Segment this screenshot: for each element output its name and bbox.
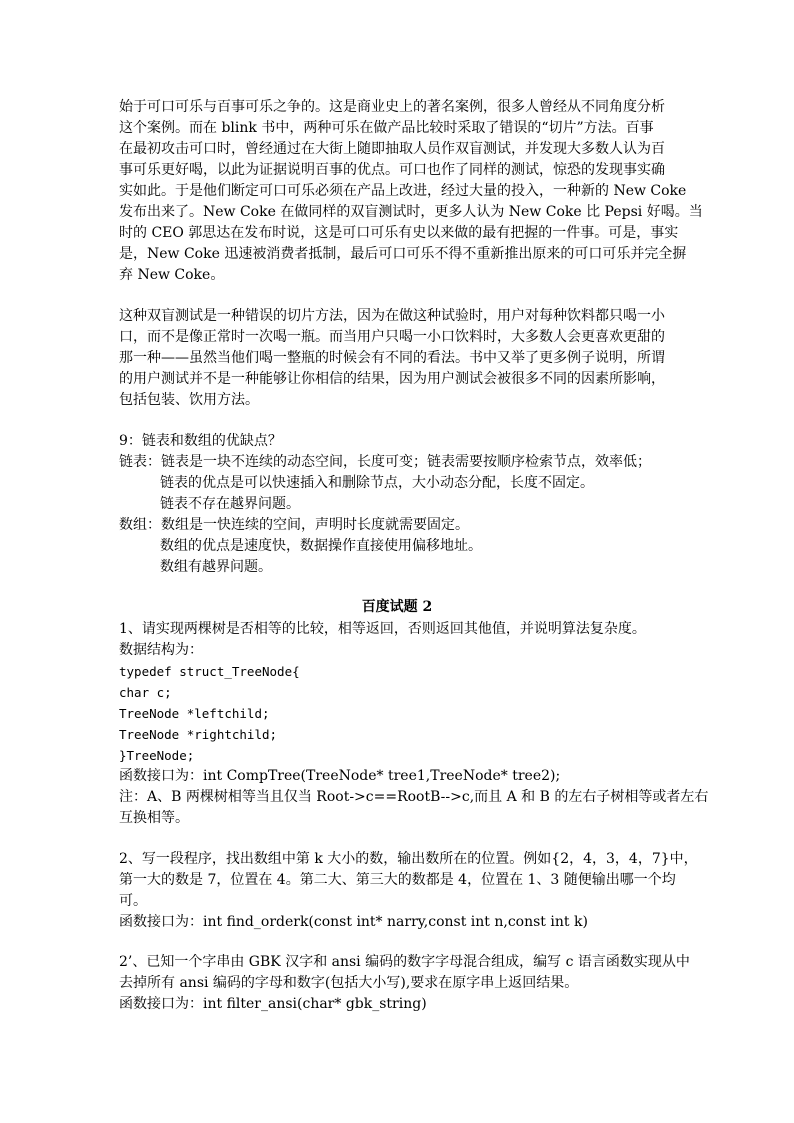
list-definition-line: 链表不存在越界问题。 <box>160 496 300 512</box>
paragraph-line: 弃 New Coke。 <box>119 267 225 283</box>
code-line: TreeNode *rightchild; <box>119 727 278 742</box>
question-line: 2’、已知一个字串由 GBK 汉字和 ansi 编码的数字字母混合组成，编写 c 语言函数实现从中 <box>119 954 690 970</box>
code-line: char c; <box>119 685 172 700</box>
array-definition-line: 数组的优点是速度快，数据操作直接使用偏移地址。 <box>160 538 482 554</box>
function-interface: 函数接口为：int filter_ansi(char* gbk_string) <box>119 996 427 1012</box>
function-interface: 函数接口为：int find_orderk(const int* narry,const int n,const int k) <box>119 914 588 930</box>
question-line: 1、请实现两棵树是否相等的比较，相等返回，否则返回其他值，并说明算法复杂度。 <box>119 621 646 637</box>
question-line: 数据结构为： <box>119 642 203 658</box>
paragraph-line: 事可乐更好喝，以此为证据说明百事的优点。可口也作了同样的测试，惊恐的发现事实确 <box>119 162 665 178</box>
paragraph-line: 是，New Coke 迅速被消费者抵制，最后可口可乐不得不重新推出原来的可口可乐并完全摒 <box>119 246 687 262</box>
paragraph-line: 始于可口可乐与百事可乐之争的。这是商业史上的著名案例，很多人曾经从不同角度分析 <box>119 99 665 115</box>
code-line: typedef struct_TreeNode{ <box>119 664 300 679</box>
question-line: 第一大的数是 7，位置在 4。第二大、第三大的数都是 4，位置在 1、3 随便输出哪一个均 <box>119 872 676 888</box>
paragraph-line: 时的 CEO 郭思达在发布时说，这是可口可乐有史以来做的最有把握的一件事。可是，事实 <box>119 225 679 241</box>
section-title: 百度试题 2 <box>361 599 433 615</box>
paragraph-line: 这种双盲测试是一种错误的切片方法，因为在做这种试验时，用户对每种饮料都只喝一小 <box>119 308 665 324</box>
paragraph-line: 这个案例。而在 blink 书中，两种可乐在做产品比较时采取了错误的“切片”方法。百事 <box>119 120 654 136</box>
question-title: 9：链表和数组的优缺点？ <box>119 433 282 449</box>
function-interface: 函数接口为：int CompTree(TreeNode* tree1,TreeNode* tree2); <box>119 768 561 784</box>
paragraph-line: 的用户测试并不是一种能够让你相信的结果，因为用户测试会被很多不同的因素所影响， <box>119 371 665 387</box>
list-definition-line: 链表的优点是可以快速插入和删除节点，大小动态分配，长度不固定。 <box>160 475 594 491</box>
question-line: 去掉所有 ansi 编码的字母和数字(包括大小写),要求在原字串上返回结果。 <box>119 975 579 991</box>
array-definition-line: 数组有越界问题。 <box>160 559 272 575</box>
question-line: 2、写一段程序，找出数组中第 k 大小的数，输出数所在的位置。例如{2，4，3，4，7}中， <box>119 851 698 867</box>
question-line: 可。 <box>119 893 147 909</box>
note-line: 注：A、B 两棵树相等当且仅当 Root->c==RootB-->c,而且 A 和 B 的左右子树相等或者左右 <box>119 789 709 805</box>
paragraph-line: 实如此。于是他们断定可口可乐必须在产品上改进，经过大量的投入，一种新的 New Coke <box>119 183 687 199</box>
paragraph-line: 那一种——虽然当他们喝一整瓶的时候会有不同的看法。书中又举了更多例子说明，所谓 <box>119 350 665 366</box>
paragraph-line: 包括包装、饮用方法。 <box>119 392 259 408</box>
paragraph-line: 在最初攻击可口时，曾经通过在大街上随即抽取人员作双盲测试，并发现大多数人认为百 <box>119 141 665 157</box>
array-definition-line: 数组：数组是一快连续的空间，声明时长度就需要固定。 <box>119 517 469 533</box>
code-line: TreeNode *leftchild; <box>119 706 270 721</box>
note-line: 互换相等。 <box>119 810 189 826</box>
code-line: }TreeNode; <box>119 748 195 763</box>
paragraph-line: 口，而不是像正常时一次喝一瓶。而当用户只喝一小口饮料时，大多数人会更喜欢更甜的 <box>119 329 665 345</box>
list-definition-line: 链表：链表是一块不连续的动态空间，长度可变；链表需要按顺序检索节点，效率低； <box>119 454 651 470</box>
paragraph-line: 发布出来了。New Coke 在做同样的双盲测试时，更多人认为 New Coke 比 Pepsi 好喝。当 <box>119 204 703 220</box>
